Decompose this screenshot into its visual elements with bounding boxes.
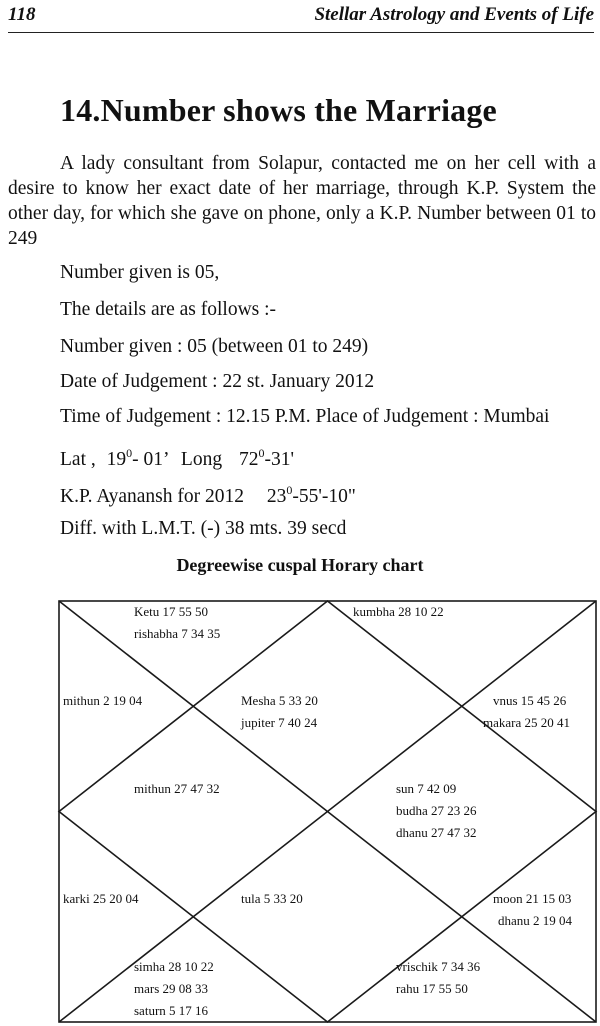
cell-line: moon 21 15 03: [493, 891, 572, 906]
cell-line: budha 27 23 26: [396, 803, 477, 818]
cell-line: kumbha 28 10 22: [353, 604, 444, 619]
cell-right-lower: [493, 888, 572, 932]
cell-line: makara 25 20 41: [483, 715, 571, 730]
chapter-title: 14.Number shows the Marriage: [60, 92, 497, 128]
cell-line: saturn 5 17 16: [134, 1003, 209, 1018]
cell-line: tula 5 33 20: [241, 891, 303, 906]
cell-right-upper: [483, 690, 570, 734]
cell-center-lower: [241, 888, 303, 910]
chart-title: Degreewise cuspal Horary chart: [176, 555, 424, 575]
cell-line: dhanu 27 47 32: [396, 825, 477, 840]
cell-line: mars 29 08 33: [134, 981, 209, 996]
detail-number-range: Number given : 05 (between 01 to 249): [60, 336, 369, 357]
cell-left-lower: [63, 888, 138, 910]
running-title: Stellar Astrology and Events of Life: [314, 4, 594, 25]
cell-left-upper: [63, 690, 142, 712]
detail-intro: The details are as follows :-: [60, 299, 277, 320]
cell-line: vrischik 7 34 36: [396, 959, 481, 974]
long-degree: 72: [238, 449, 259, 470]
cell-line: rahu 17 55 50: [396, 981, 468, 996]
cell-line: Ketu 17 55 50: [134, 604, 209, 619]
ayanansh-degree: 23: [266, 486, 287, 507]
intro-paragraph: A lady consultant from Solapur, contacted me on her cell with a desire to know her exact date of her marriage, through K.P. System the other day, for which she gave on phone, only a K.P. Number between 01 to 249: [8, 153, 596, 249]
cell-line: rishabha 7 34 35: [134, 626, 221, 641]
cell-line: simha 28 10 22: [134, 959, 214, 974]
cell-line: sun 7 42 09: [396, 781, 457, 796]
cell-line: dhanu 2 19 04: [498, 913, 573, 928]
cell-line: karki 25 20 04: [63, 891, 139, 906]
cell-line: vnus 15 45 26: [493, 693, 567, 708]
cell-center-right: [396, 778, 477, 844]
detail-number-given: Number given is 05,: [60, 262, 220, 283]
lat-degree-sup: 0: [126, 446, 133, 460]
detail-time-place: Time of Judgement : 12.15 P.M. Place of Judgement : Mumbai: [60, 406, 550, 427]
cell-center-left: [134, 778, 220, 800]
cell-bottom-right: [396, 956, 480, 1000]
cell-line: mithun 2 19 04: [63, 693, 143, 708]
ayanansh-degree-sup: 0: [286, 483, 293, 497]
lat-minutes: - 01’: [132, 449, 169, 470]
ayanansh-minutes: -55'-10": [292, 486, 356, 507]
cell-bottom-left: [134, 956, 214, 1022]
cell-center-upper: [241, 690, 318, 734]
detail-diff-lmt: Diff. with L.M.T. (-) 38 mts. 39 secd: [60, 518, 347, 539]
page-number: 118: [8, 4, 36, 25]
cell-top-left: [134, 601, 220, 645]
cell-line: jupiter 7 40 24: [241, 715, 318, 730]
cell-line: mithun 27 47 32: [134, 781, 220, 796]
long-label: Long: [180, 449, 223, 470]
long-degree-sup: 0: [258, 446, 265, 460]
detail-date: Date of Judgement : 22 st. January 2012: [60, 371, 375, 392]
cell-top-right: [353, 601, 444, 623]
cell-line: Mesha 5 33 20: [241, 693, 318, 708]
lat-degree: 19: [106, 449, 127, 470]
lat-label: Lat ,: [60, 449, 96, 470]
long-minutes: -31': [264, 449, 294, 470]
ayanansh-label: K.P. Ayanansh for 2012: [60, 486, 244, 507]
